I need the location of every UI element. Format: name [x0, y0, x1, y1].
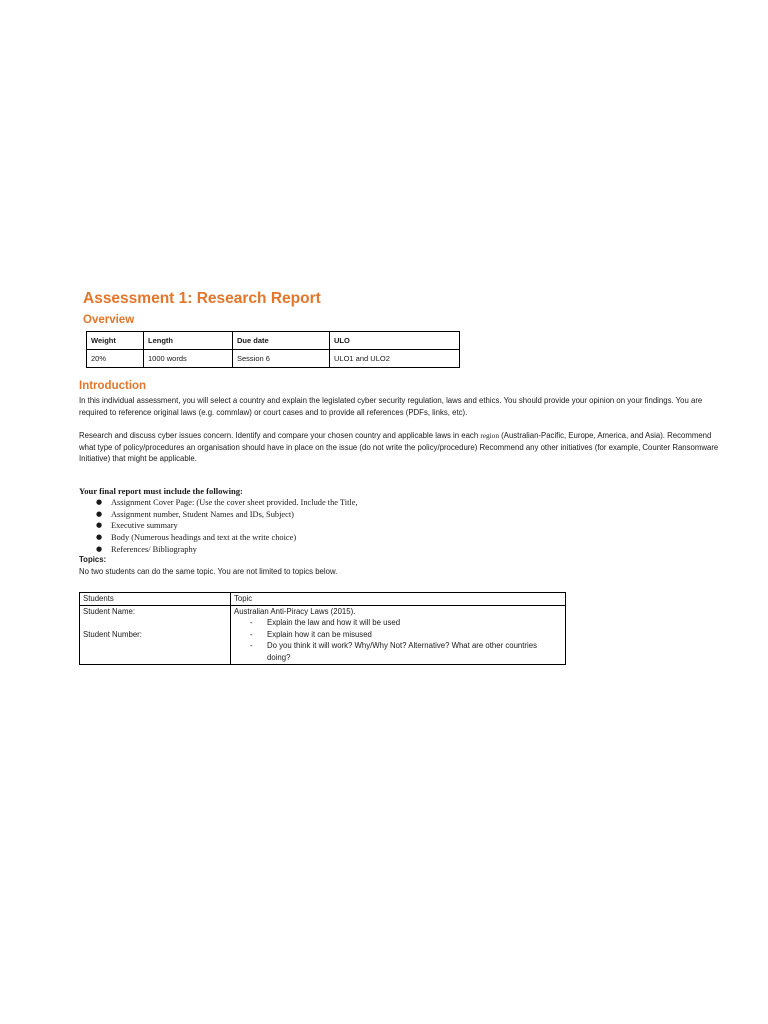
requirements-list — [96, 497, 358, 556]
requirements-heading: Your final report must include the following: — [79, 486, 243, 496]
bullet-icon: ● — [96, 544, 103, 553]
list-item — [96, 509, 358, 521]
overview-header-weight: Weight — [87, 332, 144, 350]
region-word: region — [480, 431, 499, 440]
list-item — [234, 629, 562, 641]
list-item — [96, 497, 358, 509]
topic-point-text: Do you think it will work? Why/Why Not? Alternative? What are other countries doing? — [267, 641, 537, 662]
topic-table — [79, 592, 566, 665]
overview-value-row — [87, 350, 460, 368]
list-item — [96, 532, 358, 544]
list-item — [96, 544, 358, 556]
introduction-heading: Introduction — [79, 380, 147, 392]
list-item — [234, 640, 547, 663]
overview-header-row — [87, 332, 460, 350]
bullet-icon: ● — [96, 498, 103, 506]
topic-points-list — [234, 617, 562, 663]
topic-table-row — [80, 605, 566, 664]
topic-cell — [231, 605, 566, 664]
topic-header: Topic — [231, 593, 566, 606]
topic-title: Australian Anti-Piracy Laws (2015). — [234, 606, 356, 616]
student-name-label: Student Name: — [83, 606, 136, 616]
bullet-icon: ● — [96, 533, 103, 542]
overview-heading: Overview — [83, 314, 135, 326]
overview-table — [86, 331, 460, 368]
list-item — [96, 520, 358, 532]
student-number-label: Student Number: — [83, 630, 142, 640]
topics-heading: Topics: — [79, 555, 107, 564]
requirement-text: Body (Numerous headings and text at the write choice) — [111, 533, 297, 543]
overview-header-length: Length — [144, 332, 233, 350]
topic-table-header-row — [80, 593, 566, 606]
requirement-text: Assignment Cover Page: (Use the cover sheet provided. Include the Title, — [111, 498, 358, 507]
dash-icon: - — [250, 618, 253, 628]
topic-point-text: Explain how it can be misused — [267, 629, 372, 639]
bullet-icon: ● — [96, 509, 103, 518]
introduction-paragraph-2 — [79, 430, 719, 465]
overview-value-length: 1000 words — [144, 350, 233, 368]
overview-header-ulo: ULO — [330, 332, 460, 350]
dash-icon: - — [250, 629, 253, 639]
topics-description: No two students can do the same topic. You are not limited to topics below. — [79, 567, 338, 576]
overview-value-weight: 20% — [87, 350, 144, 368]
dash-icon: - — [250, 641, 253, 651]
paragraph-2-text-start: Research and discuss cyber issues concern. Identify and compare your chosen country and applicable laws in each — [79, 431, 481, 440]
requirement-text: References/ Bibliography — [111, 544, 197, 554]
student-cell — [80, 605, 231, 664]
requirement-text: Assignment number, Student Names and IDs, Subject) — [111, 509, 294, 519]
list-item — [234, 617, 562, 629]
paragraph-2-text-end: (Australian-Pacific, Europe, America, and Asia). Recommend what type of policy/procedures an organisation should have in place on the issue (do not write the policy/procedure) Recommend any other initiatives (for example, Counter Ransomware Initiative) that might be applicable. — [79, 431, 719, 463]
students-header: Students — [80, 593, 231, 606]
overview-header-due-date: Due date — [233, 332, 330, 350]
bullet-icon: ● — [96, 521, 103, 530]
topic-point-text: Explain the law and how it will be used — [267, 618, 401, 628]
requirement-text: Executive summary — [111, 521, 178, 531]
overview-value-ulo: ULO1 and ULO2 — [330, 350, 460, 368]
overview-value-due-date: Session 6 — [233, 350, 330, 368]
introduction-paragraph-1: In this individual assessment, you will select a country and explain the legislated cyber security regulation, laws and ethics. You should provide your opinion on your findings. You are required to reference original laws (e.g. commlaw) or court cases and to provide all references (PDFs, links, etc). — [79, 396, 703, 417]
page-title: Assessment 1: Research Report — [83, 290, 321, 307]
